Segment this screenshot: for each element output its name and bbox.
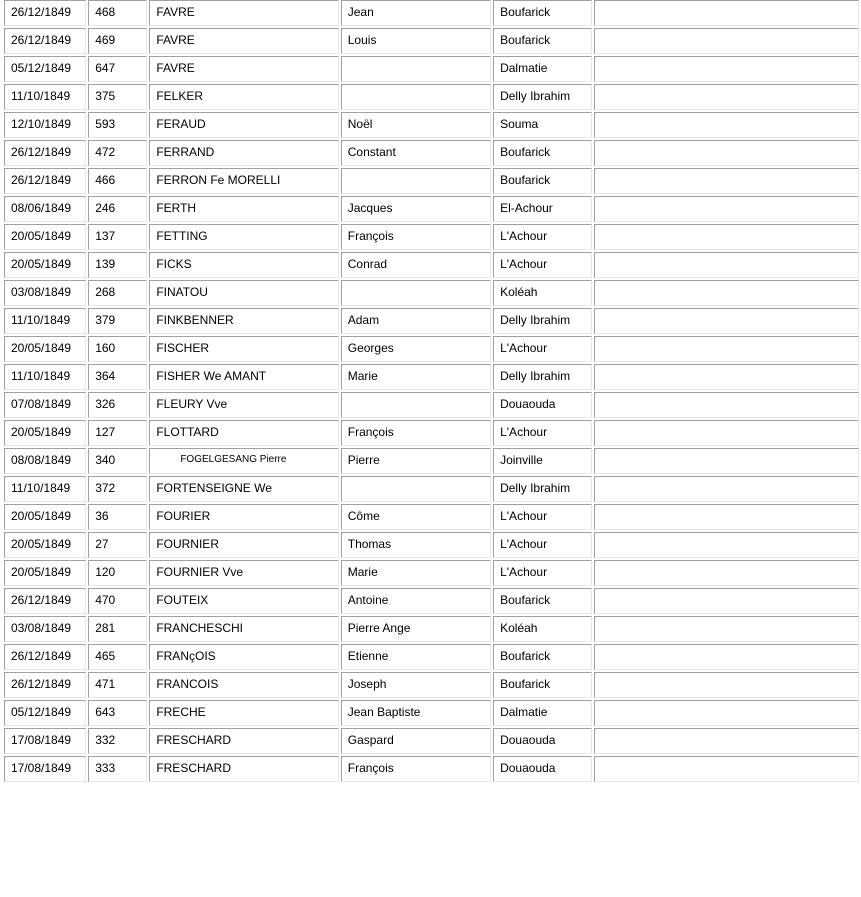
- cell-date: 20/05/1849: [4, 532, 86, 558]
- cell-notes: [594, 308, 859, 334]
- cell-date: 26/12/1849: [4, 672, 86, 698]
- table-row: [4, 84, 859, 110]
- cell-number: 470: [88, 588, 147, 614]
- cell-date: 20/05/1849: [4, 504, 86, 530]
- table-row: [4, 728, 859, 754]
- cell-notes: [594, 616, 859, 642]
- cell-notes: [594, 756, 859, 782]
- cell-number: 36: [88, 504, 147, 530]
- cell-date: 11/10/1849: [4, 364, 86, 390]
- cell-place: L'Achour: [493, 224, 592, 250]
- cell-number: 340: [88, 448, 147, 474]
- cell-first-name: Marie: [341, 560, 491, 586]
- cell-number: 647: [88, 56, 147, 82]
- cell-notes: [594, 728, 859, 754]
- cell-date: 20/05/1849: [4, 252, 86, 278]
- cell-surname: FRANçOIS: [149, 644, 338, 670]
- cell-notes: [594, 588, 859, 614]
- cell-notes: [594, 140, 859, 166]
- table-row: [4, 280, 859, 306]
- cell-place: Boufarick: [493, 672, 592, 698]
- cell-number: 465: [88, 644, 147, 670]
- table-row: [4, 0, 859, 26]
- cell-date: 26/12/1849: [4, 644, 86, 670]
- cell-number: 160: [88, 336, 147, 362]
- cell-place: Delly Ibrahim: [493, 308, 592, 334]
- cell-first-name: Jean Baptiste: [341, 700, 491, 726]
- cell-number: 372: [88, 476, 147, 502]
- cell-notes: [594, 448, 859, 474]
- cell-number: 333: [88, 756, 147, 782]
- cell-place: Koléah: [493, 616, 592, 642]
- table-row: [4, 224, 859, 250]
- cell-first-name: [341, 280, 491, 306]
- cell-surname: FORTENSEIGNE We: [149, 476, 338, 502]
- cell-number: 332: [88, 728, 147, 754]
- cell-first-name: François: [341, 224, 491, 250]
- cell-surname: FAVRE: [149, 0, 338, 26]
- cell-date: 11/10/1849: [4, 84, 86, 110]
- cell-surname: FLEURY Vve: [149, 392, 338, 418]
- cell-number: 120: [88, 560, 147, 586]
- cell-date: 17/08/1849: [4, 728, 86, 754]
- cell-first-name: [341, 84, 491, 110]
- cell-number: 281: [88, 616, 147, 642]
- cell-number: 246: [88, 196, 147, 222]
- cell-place: Douaouda: [493, 756, 592, 782]
- cell-notes: [594, 112, 859, 138]
- cell-notes: [594, 196, 859, 222]
- cell-place: Koléah: [493, 280, 592, 306]
- table-row: [4, 672, 859, 698]
- cell-date: 20/05/1849: [4, 224, 86, 250]
- cell-number: 469: [88, 28, 147, 54]
- cell-first-name: Jacques: [341, 196, 491, 222]
- cell-date: 11/10/1849: [4, 476, 86, 502]
- cell-first-name: Marie: [341, 364, 491, 390]
- cell-number: 468: [88, 0, 147, 26]
- cell-date: 20/05/1849: [4, 336, 86, 362]
- cell-first-name: Joseph: [341, 672, 491, 698]
- table-row: [4, 196, 859, 222]
- table-row: [4, 616, 859, 642]
- cell-first-name: [341, 56, 491, 82]
- cell-first-name: Etienne: [341, 644, 491, 670]
- cell-number: 471: [88, 672, 147, 698]
- cell-place: L'Achour: [493, 336, 592, 362]
- cell-number: 137: [88, 224, 147, 250]
- cell-place: Delly Ibrahim: [493, 476, 592, 502]
- cell-notes: [594, 700, 859, 726]
- table-row: [4, 336, 859, 362]
- cell-date: 11/10/1849: [4, 308, 86, 334]
- cell-number: 472: [88, 140, 147, 166]
- table-row: [4, 168, 859, 194]
- cell-number: 466: [88, 168, 147, 194]
- cell-date: 05/12/1849: [4, 700, 86, 726]
- cell-date: 03/08/1849: [4, 280, 86, 306]
- cell-first-name: [341, 476, 491, 502]
- cell-surname: FETTING: [149, 224, 338, 250]
- cell-surname: FOURNIER: [149, 532, 338, 558]
- cell-number: 27: [88, 532, 147, 558]
- cell-notes: [594, 392, 859, 418]
- cell-surname: FINATOU: [149, 280, 338, 306]
- cell-notes: [594, 168, 859, 194]
- cell-date: 12/10/1849: [4, 112, 86, 138]
- cell-place: Souma: [493, 112, 592, 138]
- table-row: [4, 644, 859, 670]
- table-row: [4, 448, 859, 474]
- cell-notes: [594, 224, 859, 250]
- cell-surname: FAVRE: [149, 28, 338, 54]
- cell-notes: [594, 420, 859, 446]
- cell-place: Delly Ibrahim: [493, 84, 592, 110]
- cell-first-name: Gaspard: [341, 728, 491, 754]
- cell-first-name: Pierre Ange: [341, 616, 491, 642]
- cell-surname: FINKBENNER: [149, 308, 338, 334]
- cell-first-name: Georges: [341, 336, 491, 362]
- cell-first-name: Antoine: [341, 588, 491, 614]
- cell-place: L'Achour: [493, 420, 592, 446]
- cell-date: 08/08/1849: [4, 448, 86, 474]
- cell-surname: FRESCHARD: [149, 756, 338, 782]
- cell-notes: [594, 672, 859, 698]
- cell-number: 268: [88, 280, 147, 306]
- cell-surname: FERTH: [149, 196, 338, 222]
- cell-place: L'Achour: [493, 252, 592, 278]
- cell-surname: FRESCHARD: [149, 728, 338, 754]
- cell-notes: [594, 364, 859, 390]
- table-row: [4, 420, 859, 446]
- cell-place: L'Achour: [493, 560, 592, 586]
- cell-place: L'Achour: [493, 532, 592, 558]
- cell-surname: FOGELGESANG Pierre: [149, 448, 338, 474]
- table-row: [4, 560, 859, 586]
- cell-number: 326: [88, 392, 147, 418]
- cell-place: El-Achour: [493, 196, 592, 222]
- cell-date: 07/08/1849: [4, 392, 86, 418]
- cell-place: Boufarick: [493, 28, 592, 54]
- cell-notes: [594, 504, 859, 530]
- cell-first-name: Louis: [341, 28, 491, 54]
- cell-first-name: François: [341, 420, 491, 446]
- cell-notes: [594, 84, 859, 110]
- cell-surname: FISHER We AMANT: [149, 364, 338, 390]
- cell-first-name: Thomas: [341, 532, 491, 558]
- table-row: [4, 588, 859, 614]
- cell-notes: [594, 532, 859, 558]
- cell-notes: [594, 476, 859, 502]
- cell-first-name: Côme: [341, 504, 491, 530]
- cell-notes: [594, 28, 859, 54]
- cell-first-name: Conrad: [341, 252, 491, 278]
- cell-number: 364: [88, 364, 147, 390]
- cell-place: Dalmatie: [493, 700, 592, 726]
- cell-first-name: [341, 168, 491, 194]
- cell-notes: [594, 336, 859, 362]
- cell-place: Boufarick: [493, 168, 592, 194]
- table-row: [4, 504, 859, 530]
- table-row: [4, 140, 859, 166]
- cell-place: Dalmatie: [493, 56, 592, 82]
- cell-surname: FERRAND: [149, 140, 338, 166]
- cell-date: 26/12/1849: [4, 168, 86, 194]
- cell-place: Boufarick: [493, 140, 592, 166]
- cell-surname: FRECHE: [149, 700, 338, 726]
- cell-surname: FAVRE: [149, 56, 338, 82]
- cell-surname: FOURIER: [149, 504, 338, 530]
- cell-notes: [594, 56, 859, 82]
- cell-date: 03/08/1849: [4, 616, 86, 642]
- table-row: [4, 532, 859, 558]
- cell-notes: [594, 280, 859, 306]
- table-row: [4, 112, 859, 138]
- cell-surname: FRANCHESCHI: [149, 616, 338, 642]
- cell-number: 593: [88, 112, 147, 138]
- cell-surname: FLOTTARD: [149, 420, 338, 446]
- cell-date: 26/12/1849: [4, 140, 86, 166]
- cell-first-name: Adam: [341, 308, 491, 334]
- cell-notes: [594, 0, 859, 26]
- table-row: [4, 476, 859, 502]
- cell-surname: FERAUD: [149, 112, 338, 138]
- cell-surname: FRANCOIS: [149, 672, 338, 698]
- table-row: [4, 392, 859, 418]
- cell-place: Douaouda: [493, 728, 592, 754]
- cell-notes: [594, 560, 859, 586]
- table-row: [4, 700, 859, 726]
- cell-first-name: François: [341, 756, 491, 782]
- cell-place: Boufarick: [493, 588, 592, 614]
- cell-place: Boufarick: [493, 644, 592, 670]
- cell-place: Boufarick: [493, 0, 592, 26]
- cell-notes: [594, 252, 859, 278]
- cell-first-name: Pierre: [341, 448, 491, 474]
- table-row: [4, 364, 859, 390]
- records-table: [2, 0, 861, 784]
- cell-date: 26/12/1849: [4, 588, 86, 614]
- cell-place: L'Achour: [493, 504, 592, 530]
- cell-place: Joinville: [493, 448, 592, 474]
- cell-place: Delly Ibrahim: [493, 364, 592, 390]
- cell-surname: FOUTEIX: [149, 588, 338, 614]
- cell-surname: FISCHER: [149, 336, 338, 362]
- cell-date: 20/05/1849: [4, 560, 86, 586]
- cell-place: Douaouda: [493, 392, 592, 418]
- cell-notes: [594, 644, 859, 670]
- cell-date: 08/06/1849: [4, 196, 86, 222]
- cell-number: 127: [88, 420, 147, 446]
- cell-number: 375: [88, 84, 147, 110]
- table-row: [4, 308, 859, 334]
- cell-date: 17/08/1849: [4, 756, 86, 782]
- table-row: [4, 756, 859, 782]
- cell-first-name: Constant: [341, 140, 491, 166]
- cell-first-name: Jean: [341, 0, 491, 26]
- cell-date: 26/12/1849: [4, 0, 86, 26]
- cell-surname: FICKS: [149, 252, 338, 278]
- cell-surname: FOURNIER Vve: [149, 560, 338, 586]
- cell-date: 20/05/1849: [4, 420, 86, 446]
- cell-number: 139: [88, 252, 147, 278]
- cell-first-name: Noël: [341, 112, 491, 138]
- cell-surname: FERRON Fe MORELLI: [149, 168, 338, 194]
- cell-first-name: [341, 392, 491, 418]
- table-row: [4, 56, 859, 82]
- cell-number: 379: [88, 308, 147, 334]
- table-row: [4, 252, 859, 278]
- table-row: [4, 28, 859, 54]
- cell-surname: FELKER: [149, 84, 338, 110]
- records-table-body: [4, 0, 859, 782]
- cell-date: 26/12/1849: [4, 28, 86, 54]
- cell-date: 05/12/1849: [4, 56, 86, 82]
- cell-number: 643: [88, 700, 147, 726]
